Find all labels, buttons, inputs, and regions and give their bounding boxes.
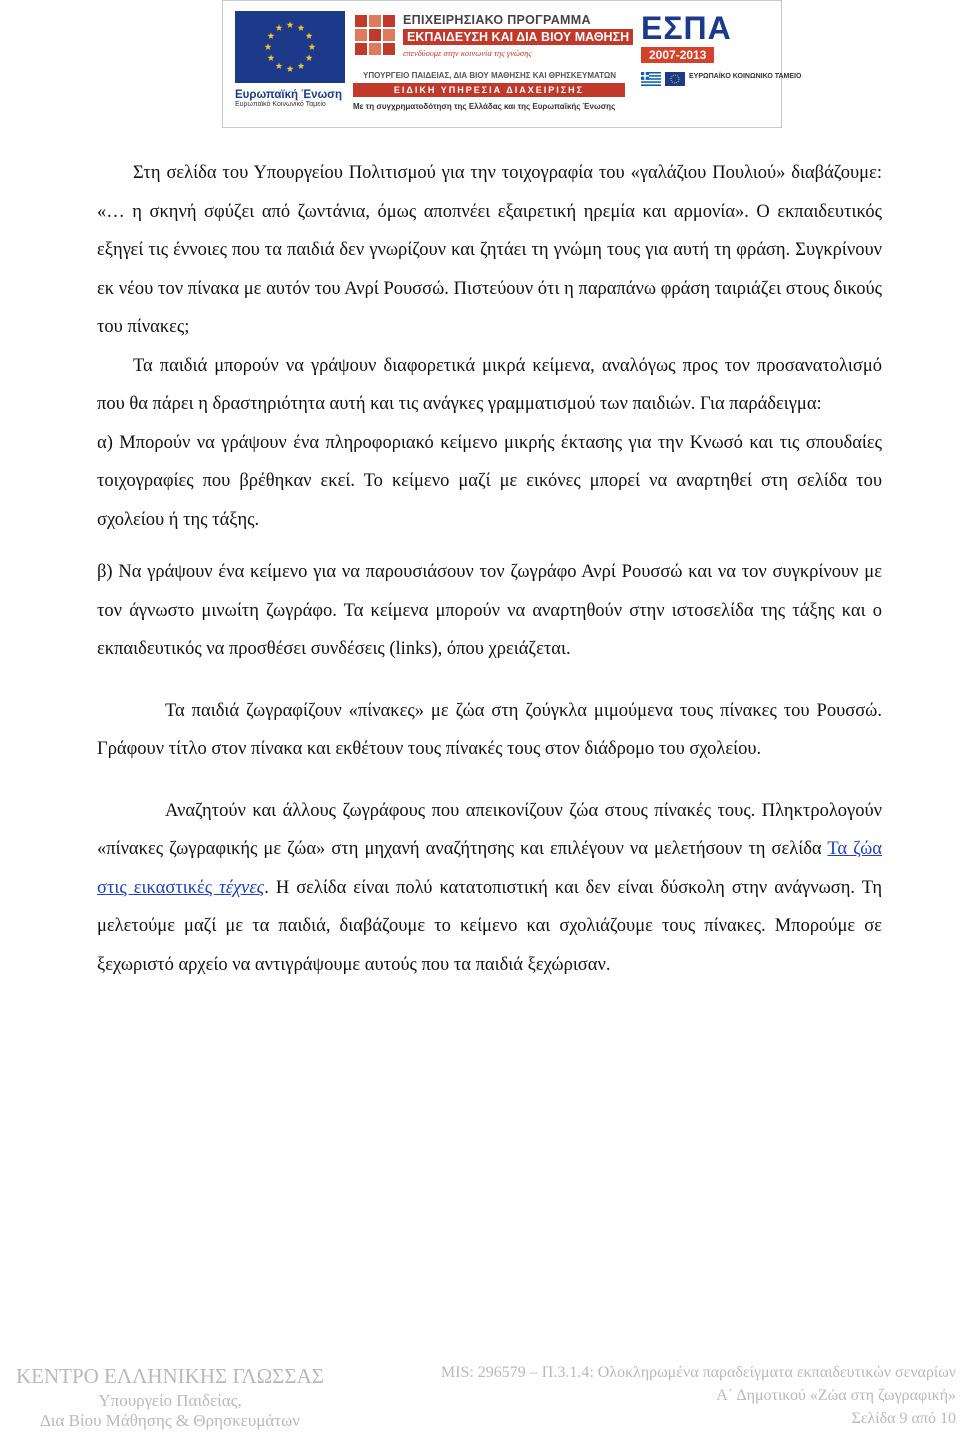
eu-small-flag-icon xyxy=(665,72,685,86)
document-body xyxy=(97,154,882,984)
greek-flag-icon xyxy=(641,72,661,86)
paragraph-3: α) Μπορούν να γράψουν ένα πληροφοριακό κείμενο μικρής έκτασης για την Κνωσό και τις σπουδαίες τοιχογραφίες που βρέθηκαν εκεί. Το κείμενο μαζί με εικόνες μπορεί να αναρτηθεί στη σελίδα του σχολείου ή της τάξης. xyxy=(97,432,882,530)
service-label: ΕΙΔΙΚΗ ΥΠΗΡΕΣΙΑ ΔΙΑΧΕΙΡΙΣΗΣ xyxy=(353,83,625,97)
espa-title: ΕΣΠΑ xyxy=(641,10,732,46)
paragraph-4: β) Να γράψουν ένα κείμενο για να παρουσιάσουν τον ζωγράφο Ανρί Ρουσσώ και να τον συγκρίνουν με τον άγνωστο μινωίτη ζωγράφο. Τα κείμενα μπορούν να αναρτηθούν στην ιστοσελίδα της τάξης και ο εκπαιδευτικός να προσθέσει συνδέσεις (links), όπου χρειάζεται. xyxy=(97,562,882,659)
paragraph-6 xyxy=(97,792,882,985)
footer-org: ΚΕΝΤΡΟ ΕΛΛΗΝΙΚΗΣ ΓΛΩΣΣΑΣ xyxy=(15,1364,325,1388)
ministry-label: ΥΠΟΥΡΓΕΙΟ ΠΑΙΔΕΙΑΣ, ΔΙΑ ΒΙΟΥ ΜΑΘΗΣΗΣ ΚΑΙ ΘΡΗΣΚΕΥΜΑΤΩΝ xyxy=(363,71,617,80)
eu-title: Ευρωπαϊκή Ένωση xyxy=(235,89,343,101)
footer-ministry-line2: Δια Βίου Μάθησης & Θρησκευμάτων xyxy=(40,1411,300,1430)
cofunding-label: Με τη συγχρηματοδότηση της Ελλάδας και της Ευρωπαϊκής Ένωσης xyxy=(353,102,616,111)
eu-logo xyxy=(235,11,345,108)
paragraph-1: Στη σελίδα του Υπουργείου Πολιτισμού για την τοιχογραφία του «γαλάζιου Πουλιού» διαβάζουμε: «… η σκηνή σφύζει από ζωντάνια, όμως αποπνέει εξαιρετική ηρεμία και αρμονία». Ο εκπαιδευτικός εξηγεί τις έννοιες που τα παιδιά δεν γνωρίζουν και ζητάει τη γνώμη τους για αυτή τη φράση. Συγκρίνουν εκ νέου τον πίνακα με αυτόν του Ανρί Ρουσσώ. Πιστεύουν ότι η παραπάνω φράση ταιριάζει στους δικούς του πίνακες; xyxy=(97,163,882,337)
footer-scenario: Α΄ Δημοτικού «Ζώα στη ζωγραφική» xyxy=(716,1387,956,1404)
link-text: Τα ζώα στις εικαστικές xyxy=(97,839,882,898)
footer-ministry-line1: Υπουργείο Παιδείας, xyxy=(98,1391,242,1410)
footer-mis: MIS: 296579 – Π.3.1.4: Ολοκληρωμένα παραδείγματα εκπαιδευτικών σεναρίων xyxy=(440,1364,956,1381)
program-emblem-icon xyxy=(353,13,397,57)
espa-logo xyxy=(641,10,802,86)
espa-fund-label: ΕΥΡΩΠΑΪΚΟ ΚΟΙΝΩΝΙΚΟ ΤΑΜΕΙΟ xyxy=(689,73,802,80)
paragraph-2: Τα παιδιά μπορούν να γράψουν διαφορετικά μικρά κείμενα, αναλόγως προς τον προσανατολισμό που θα πάρει η δραστηριότητα αυτή και τις ανάγκες γραμματισμού των παιδιών. Για παράδειγμα: xyxy=(97,355,882,414)
paragraph-5: Τα παιδιά ζωγραφίζουν «πίνακες» με ζώα στη ζούγκλα μιμούμενα τους πίνακες του Ρουσσώ. Γράφουν τίτλο στον πίνακα και εκθέτουν τους πίνακές τους στον διάδρομο του σχολείου. xyxy=(97,700,882,759)
eu-subtitle: Ευρωπαϊκό Κοινωνικό Ταμείο xyxy=(235,101,326,108)
program-slogan: επενδύουμε στην κοινωνία της γνώσης xyxy=(403,48,532,58)
paragraph-6-text-start: Αναζητούν και άλλους ζωγράφους που απεικονίζουν ζώα στους πίνακές τους. Πληκτρολογούν «πίνακες ζωγραφικής με ζώα» στη μηχανή αναζήτησης και επιλέγουν να μελετήσουν τη σελίδα xyxy=(97,800,882,859)
program-subtitle: ΕΚΠΑΙΔΕΥΣΗ ΚΑΙ ΔΙΑ ΒΙΟΥ ΜΑΘΗΣΗ xyxy=(403,29,633,45)
eu-flag-icon xyxy=(235,11,345,83)
paragraph-6-text-end: . Η σελίδα είναι πολύ κατατοπιστική και δεν είναι δύσκολη στην ανάγνωση. Τη μελετούμε μαζί με τα παιδιά, διαβάζουμε το κείμενο και σχολιάζουμε τους πίνακες. Μπορούμε σε ξεχωριστό αρχείο να αντιγράψουμε αυτούς που τα παιδιά ξεχώρισαν. xyxy=(97,877,882,975)
header-banner xyxy=(222,0,802,128)
program-title: ΕΠΙΧΕΙΡΗΣΙΑΚΟ ΠΡΟΓΡΑΜΜΑ xyxy=(403,13,591,27)
link-text-italic: τέχνες xyxy=(219,877,265,898)
espa-years: 2007-2013 xyxy=(641,47,714,63)
footer-page-number: Σελίδα 9 από 10 xyxy=(851,1410,956,1427)
